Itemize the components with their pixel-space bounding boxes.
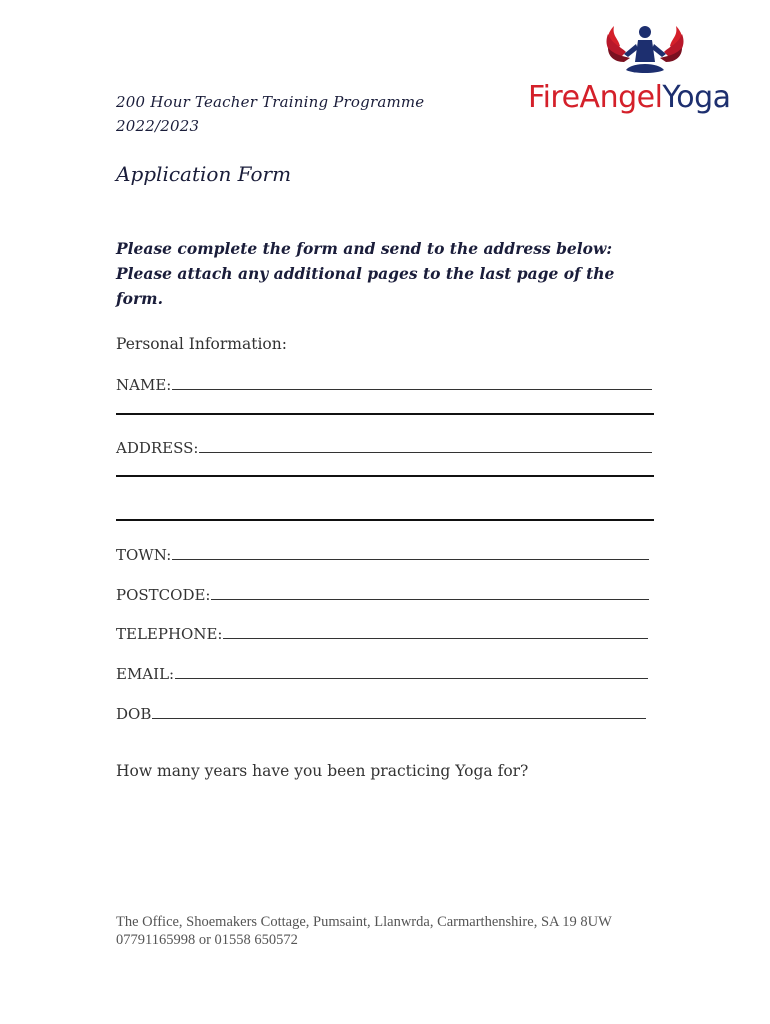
- programme-year: 2022/2023: [116, 117, 200, 135]
- footer-phones: 07791165998 or 01558 650572: [116, 932, 298, 948]
- footer-address: The Office, Shoemakers Cottage, Pumsaint, Llanwrda, Carmarthenshire, SA 19 8UW: [116, 914, 612, 930]
- telephone-label: TELEPHONE:: [116, 625, 223, 643]
- postcode-input-line[interactable]: [211, 599, 649, 600]
- dob-field[interactable]: [116, 701, 646, 723]
- town-field[interactable]: [116, 542, 649, 564]
- name-extra-line[interactable]: [116, 413, 654, 415]
- address-line-3[interactable]: [116, 519, 654, 521]
- meditating-figure-icon: [528, 18, 760, 88]
- form-title: Application Form: [116, 162, 292, 186]
- personal-information-label: Personal Information:: [116, 335, 287, 353]
- postcode-field[interactable]: [116, 582, 649, 604]
- name-input-line[interactable]: [172, 389, 652, 390]
- fireangelyoga-logo: [528, 18, 760, 120]
- dob-input-line[interactable]: [152, 718, 646, 719]
- address-field[interactable]: [116, 435, 652, 457]
- instruction-line-2: Please attach any additional pages to the last page of the: [116, 264, 615, 283]
- address-line-2[interactable]: [116, 475, 654, 477]
- logo-wordmark: [528, 80, 731, 115]
- instruction-line-1: Please complete the form and send to the address below:: [116, 239, 613, 258]
- address-label: ADDRESS:: [116, 439, 199, 457]
- name-label: NAME:: [116, 376, 172, 394]
- programme-title: 200 Hour Teacher Training Programme: [116, 93, 425, 111]
- programme-heading: [116, 90, 424, 138]
- town-input-line[interactable]: [172, 559, 649, 560]
- logo-fireangel: FireAngel: [528, 80, 663, 115]
- telephone-input-line[interactable]: [223, 638, 648, 639]
- telephone-field[interactable]: [116, 621, 648, 643]
- form-instructions: [116, 236, 636, 311]
- dob-label: DOB: [116, 705, 152, 723]
- town-label: TOWN:: [116, 546, 172, 564]
- email-label: EMAIL:: [116, 665, 175, 683]
- email-field[interactable]: [116, 661, 648, 683]
- postcode-label: POSTCODE:: [116, 586, 211, 604]
- logo-yoga: Yoga: [662, 80, 731, 115]
- instruction-line-3: form.: [116, 289, 163, 308]
- name-field[interactable]: [116, 372, 652, 394]
- address-input-line[interactable]: [199, 452, 652, 453]
- yoga-experience-question: How many years have you been practicing Yoga for?: [116, 762, 529, 780]
- footer-contact: [116, 913, 612, 949]
- email-input-line[interactable]: [175, 678, 648, 679]
